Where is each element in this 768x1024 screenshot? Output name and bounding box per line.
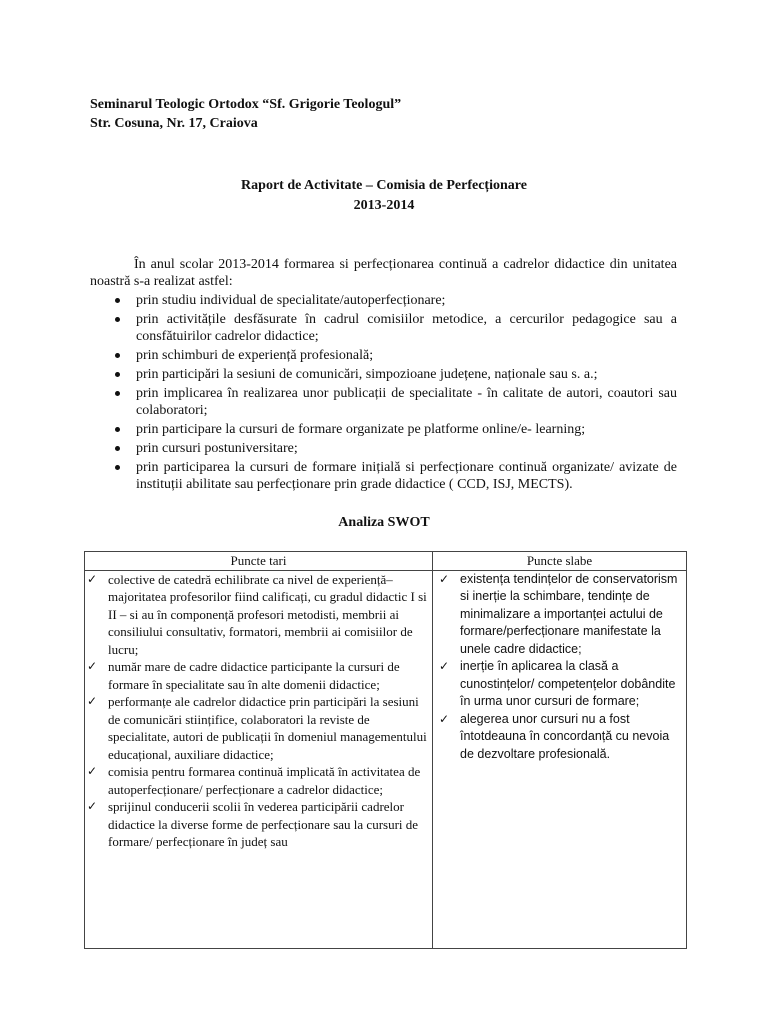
checkmark-icon: ✓ xyxy=(87,764,98,778)
list-item: prin participare la cursuri de formare organizate pe platforme online/e- learning; xyxy=(90,421,677,438)
list-item: ✓ comisia pentru formarea continuă implicată în activitatea de autoperfecționare/ perfecționare a cadrelor didactice; xyxy=(87,764,421,797)
bullet-icon xyxy=(115,427,120,432)
checkmark-icon: ✓ xyxy=(439,659,450,673)
report-title-year: 2013-2014 xyxy=(353,198,415,213)
list-item: ✓ inerție în aplicarea la clasă a cunostințelor/ competențelor dobândite în urma unor cursuri de formare; xyxy=(439,659,676,708)
list-item: ✓ sprijinul conducerii scolii în vederea participării cadrelor didactice la diverse forme de perfecționare sau la cursuri de formare/ perfecționare în județ sau xyxy=(87,799,419,849)
swot-table xyxy=(84,551,687,949)
report-title xyxy=(0,176,768,216)
bullet-icon xyxy=(115,465,120,470)
list-item: ✓ performanțe ale cadrelor didactice prin participări la sesiuni de comunicări stiințifice, colaboratori la reviste de specialitate, autori de publicații în domeniul managementului educațional, auxiliare didactice; xyxy=(87,694,427,762)
strengths-cell-content xyxy=(85,571,432,948)
list-item: prin studiu individual de specialitate/autoperfecționare; xyxy=(90,292,677,309)
strengths-list xyxy=(85,571,432,851)
weaknesses-cell xyxy=(433,570,687,948)
school-name: Seminarul Teologic Ortodox “Sf. Grigorie Teologul” xyxy=(90,97,402,112)
bullet-icon xyxy=(115,446,120,451)
bullet-icon xyxy=(115,298,120,303)
intro-paragraph xyxy=(90,256,677,290)
list-item: prin schimburi de experiență profesională; xyxy=(90,347,677,364)
bullet-icon xyxy=(115,391,120,396)
activity-bullet-list xyxy=(90,292,677,495)
checkmark-icon: ✓ xyxy=(439,711,450,726)
strengths-cell xyxy=(85,570,433,948)
checkmark-icon: ✓ xyxy=(87,694,98,708)
checkmark-icon: ✓ xyxy=(87,571,98,586)
bullet-icon xyxy=(115,353,120,358)
list-item: prin cursuri postuniversitare; xyxy=(90,440,677,457)
list-item: prin participarea la cursuri de formare inițială si perfecționare continuă organizate/ avizate de instituții abilitate sau perfecționare prin grade didactice ( CCD, ISJ, MECTS). xyxy=(90,459,677,493)
list-item: ✓ număr mare de cadre didactice participante la cursuri de formare în specialitate sau în alte domenii didactice; xyxy=(87,659,400,692)
report-title-main: Raport de Activitate – Comisia de Perfecționare xyxy=(241,178,527,193)
checkmark-icon: ✓ xyxy=(87,799,98,813)
checkmark-icon: ✓ xyxy=(87,659,98,673)
weaknesses-column-header: Puncte slabe xyxy=(433,552,687,571)
list-item: ✓ existența tendințelor de conservatorism si inerție la schimbare, tendințe de minimalizare a importanței actului de formare/perfecționare manifestate la unele cadre didactice; xyxy=(439,571,678,656)
list-item: prin implicarea în realizarea unor publicații de specialitate - în calitate de autori, coautori sau colaboratori; xyxy=(90,385,677,419)
bullet-icon xyxy=(115,372,120,377)
list-item: prin participări la sesiuni de comunicări, simpozioane județene, naționale sau s. a.; xyxy=(90,366,677,383)
checkmark-icon: ✓ xyxy=(439,571,450,586)
school-header xyxy=(90,95,401,133)
strengths-column-header: Puncte tari xyxy=(85,552,433,571)
weaknesses-list xyxy=(433,571,686,764)
table-row xyxy=(85,570,687,948)
swot-heading: Analiza SWOT xyxy=(338,515,430,530)
list-item: ✓ alegerea unor cursuri nu a fost întotdeauna în concordanță cu nevoia de dezvoltare profesională. xyxy=(439,711,670,761)
school-address: Str. Cosuna, Nr. 17, Craiova xyxy=(90,116,258,131)
intro-text: În anul scolar 2013-2014 formarea si perfecționarea continuă a cadrelor didactice din unitatea noastră s-a realizat astfel: xyxy=(90,257,677,289)
list-item: ✓ colective de catedră echilibrate ca nivel de experiență– majoritatea profesorilor fiind calificați, cu gradul didactic I si II – si au în componență profesori metodisti, membrii ai consiliului consultativ, formatori, membrii ai comisiilor de lucru; xyxy=(87,571,427,657)
list-item: prin activitățile desfăsurate în cadrul comisiilor metodice, a cercurilor pedagogice sau a consfătuirilor cadrelor didactice; xyxy=(90,311,677,345)
table-header-row xyxy=(85,552,687,571)
bullet-icon xyxy=(115,317,120,322)
